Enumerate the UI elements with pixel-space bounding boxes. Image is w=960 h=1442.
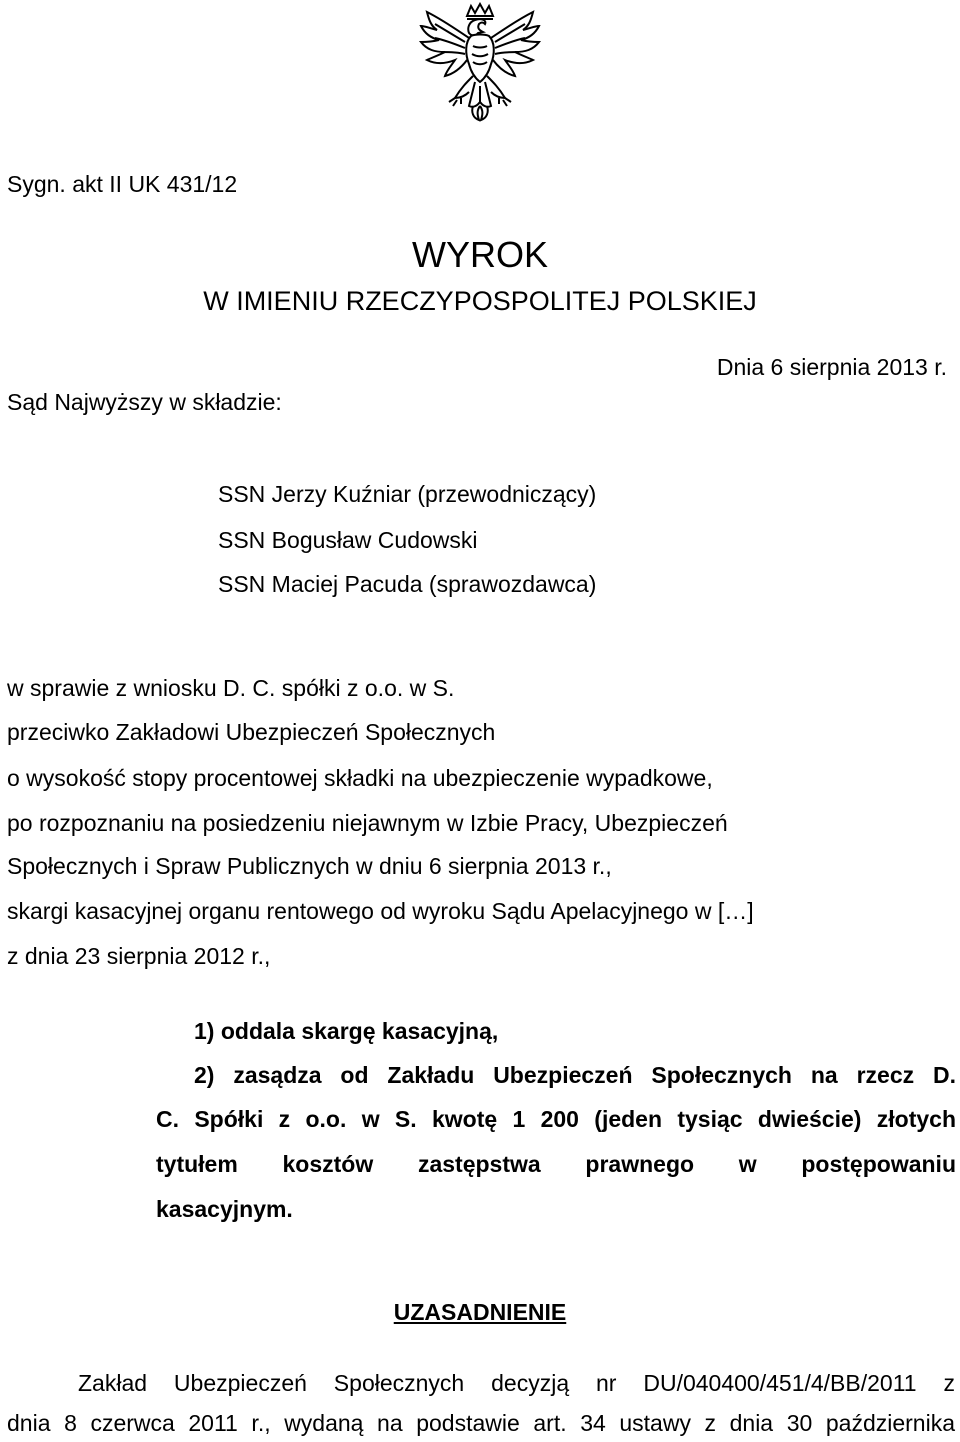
case-line: w sprawie z wniosku D. C. spółki z o.o. w S. <box>7 675 455 701</box>
judgment-date: Dnia 6 sierpnia 2013 r. <box>716 354 947 380</box>
ruling-line: C. Spółki z o.o. w S. kwotę 1 200 (jeden tysiąc dwieście) złotych <box>156 1106 956 1132</box>
ruling-line: kasacyjnym. <box>156 1196 293 1222</box>
ruling-point-2: 2) zasądza od Zakładu Ubezpieczeń Społecznych na rzecz D. <box>194 1062 956 1088</box>
case-signature: Sygn. akt II UK 431/12 <box>7 171 238 197</box>
document-subtitle: W IMIENIU RZECZYPOSPOLITEJ POLSKIEJ <box>203 286 757 316</box>
court-composition-label: Sąd Najwyższy w składzie: <box>7 389 282 415</box>
ruling-line: tytułem kosztów zastępstwa prawnego w postępowaniu <box>156 1151 956 1177</box>
ruling-point-1: 1) oddala skargę kasacyjną, <box>194 1018 499 1044</box>
reasoning-line: dnia 8 czerwca 2011 r., wydaną na podstawie art. 34 ustawy z dnia 30 października <box>7 1410 955 1436</box>
document-title: WYROK <box>411 234 548 275</box>
case-line: przeciwko Zakładowi Ubezpieczeń Społecznych <box>7 719 496 745</box>
reasoning-line: Zakład Ubezpieczeń Społecznych decyzją nr DU/040400/451/4/BB/2011 z <box>78 1370 955 1396</box>
case-line: o wysokość stopy procentowej składki na ubezpieczenie wypadkowe, <box>7 765 713 791</box>
judge-member: SSN Bogusław Cudowski <box>218 527 478 553</box>
case-line: z dnia 23 sierpnia 2012 r., <box>7 943 271 969</box>
case-line: Społecznych i Spraw Publicznych w dniu 6 sierpnia 2013 r., <box>7 853 612 879</box>
polish-eagle-emblem-icon <box>417 2 543 132</box>
case-line: skargi kasacyjnej organu rentowego od wyroku Sądu Apelacyjnego w […] <box>7 898 754 924</box>
judge-rapporteur: SSN Maciej Pacuda (sprawozdawca) <box>218 571 597 597</box>
case-line: po rozpoznaniu na posiedzeniu niejawnym w Izbie Pracy, Ubezpieczeń <box>7 810 728 836</box>
judge-presiding: SSN Jerzy Kuźniar (przewodniczący) <box>218 481 597 507</box>
reasoning-heading: UZASADNIENIE <box>393 1299 567 1325</box>
